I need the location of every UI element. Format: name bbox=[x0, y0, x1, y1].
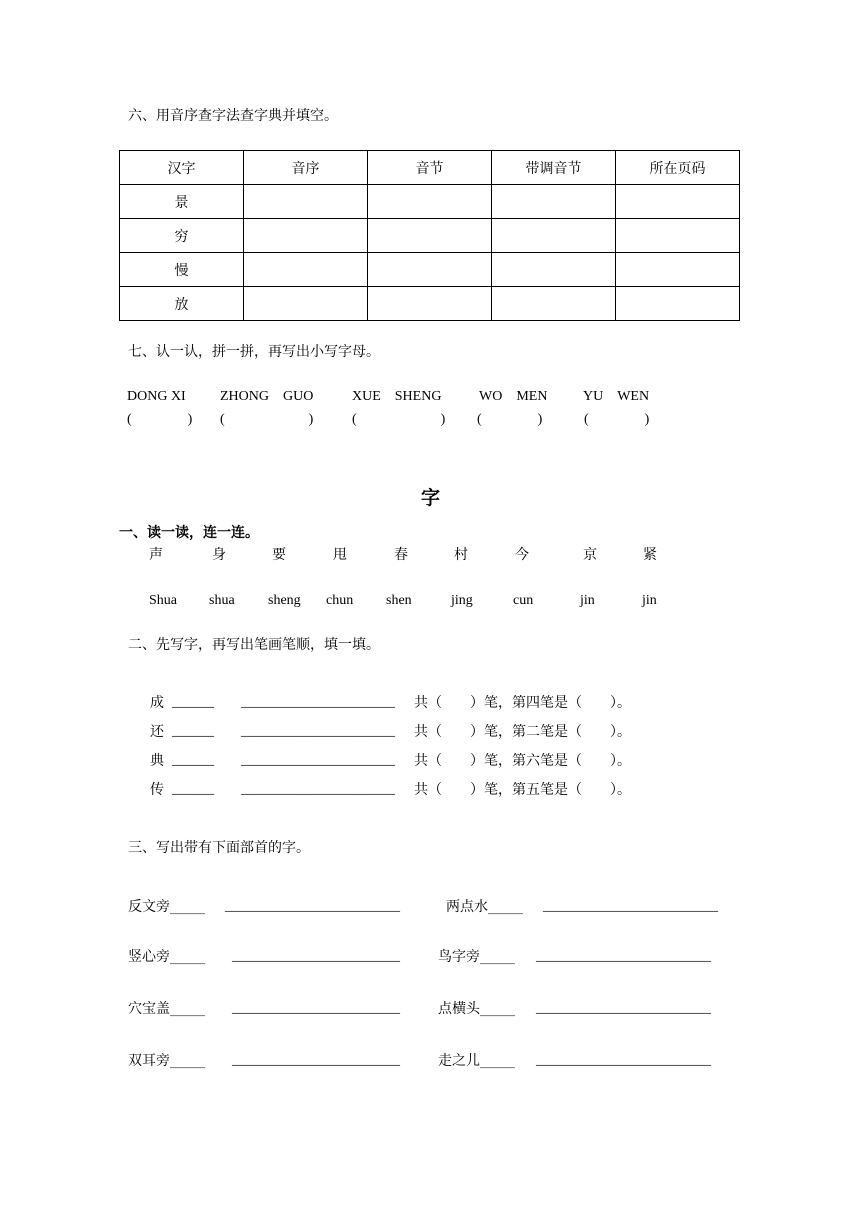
table-blank-cell[interactable] bbox=[244, 287, 368, 321]
table-blank-cell[interactable] bbox=[368, 287, 492, 321]
stroke-char: 还 bbox=[150, 724, 164, 740]
answer-blank[interactable]: ( ) bbox=[584, 412, 650, 427]
stroke-order-blank[interactable]: ______________________ bbox=[241, 782, 395, 797]
table-char-cell: 穷 bbox=[120, 219, 244, 253]
hanzi-char: 身 bbox=[212, 547, 226, 563]
stroke-order-blank[interactable]: ______________________ bbox=[241, 753, 395, 768]
table-char-cell: 景 bbox=[120, 185, 244, 219]
stroke-count-text: 共（ ）笔，第四笔是（ ）。 bbox=[414, 695, 631, 711]
section6-heading: 六、用音序查字法查字典并填空。 bbox=[128, 108, 338, 124]
dictionary-table bbox=[119, 150, 740, 321]
char-write-blank[interactable]: ______ bbox=[172, 695, 214, 710]
radical-label: 竖心旁_____ bbox=[128, 949, 205, 965]
char-write-blank[interactable]: ______ bbox=[172, 753, 214, 768]
hanzi-char: 要 bbox=[272, 547, 286, 563]
hanzi-char: 声 bbox=[149, 547, 163, 563]
pinyin-word: WO MEN bbox=[479, 389, 548, 404]
stroke-count-text: 共（ ）笔，第六笔是（ ）。 bbox=[414, 753, 631, 769]
radical-label: 穴宝盖_____ bbox=[128, 1001, 205, 1017]
char-write-blank[interactable]: ______ bbox=[172, 724, 214, 739]
hanzi-char: 甩 bbox=[333, 547, 347, 563]
hanzi-char: 京 bbox=[583, 547, 597, 563]
table-blank-cell[interactable] bbox=[616, 185, 740, 219]
table-row bbox=[120, 219, 740, 253]
stroke-count-text: 共（ ）笔，第二笔是（ ）。 bbox=[414, 724, 631, 740]
pinyin-option: cun bbox=[513, 593, 534, 608]
part2-heading: 二、先写字，再写出笔画笔顺，填一填。 bbox=[128, 637, 380, 653]
table-char-cell: 放 bbox=[120, 287, 244, 321]
radical-answer-line[interactable]: _________________________ bbox=[543, 899, 718, 914]
table-header-cell: 音序 bbox=[244, 151, 368, 185]
pinyin-word: ZHONG GUO bbox=[220, 389, 314, 404]
pinyin-option: jin bbox=[642, 593, 657, 608]
pinyin-option: shen bbox=[386, 593, 412, 608]
char-write-blank[interactable]: ______ bbox=[172, 782, 214, 797]
part3-heading: 三、写出带有下面部首的字。 bbox=[128, 840, 310, 856]
radical-label: 走之儿_____ bbox=[438, 1053, 515, 1069]
answer-blank[interactable]: ( ) bbox=[220, 412, 314, 427]
hanzi-char: 村 bbox=[454, 547, 468, 563]
table-blank-cell[interactable] bbox=[492, 287, 616, 321]
hanzi-char: 春 bbox=[394, 547, 408, 563]
table-blank-cell[interactable] bbox=[244, 219, 368, 253]
table-blank-cell[interactable] bbox=[492, 219, 616, 253]
stroke-order-blank[interactable]: ______________________ bbox=[241, 695, 395, 710]
radical-label: 双耳旁_____ bbox=[128, 1053, 205, 1069]
page-title: 字 bbox=[421, 487, 441, 509]
hanzi-char: 今 bbox=[515, 547, 529, 563]
table-blank-cell[interactable] bbox=[492, 253, 616, 287]
table-header-row bbox=[120, 151, 740, 185]
pinyin-word: XUE SHENG bbox=[352, 389, 442, 404]
stroke-order-blank[interactable]: ______________________ bbox=[241, 724, 395, 739]
radical-label: 鸟字旁_____ bbox=[438, 949, 515, 965]
table-blank-cell[interactable] bbox=[244, 185, 368, 219]
radical-answer-line[interactable]: _________________________ bbox=[225, 899, 400, 914]
stroke-char: 典 bbox=[150, 753, 164, 769]
radical-label: 反文旁_____ bbox=[128, 899, 205, 915]
answer-blank[interactable]: ( ) bbox=[352, 412, 446, 427]
pinyin-option: jin bbox=[580, 593, 595, 608]
radical-answer-line[interactable]: ________________________ bbox=[232, 949, 400, 964]
table-row bbox=[120, 287, 740, 321]
answer-blank[interactable]: ( ) bbox=[127, 412, 193, 427]
table-header-cell: 所在页码 bbox=[616, 151, 740, 185]
part1-heading: 一、读一读，连一连。 bbox=[119, 525, 259, 541]
answer-blank[interactable]: ( ) bbox=[477, 412, 543, 427]
table-header-cell: 汉字 bbox=[120, 151, 244, 185]
table-blank-cell[interactable] bbox=[368, 253, 492, 287]
table-blank-cell[interactable] bbox=[616, 287, 740, 321]
pinyin-option: Shua bbox=[149, 593, 177, 608]
table-blank-cell[interactable] bbox=[368, 219, 492, 253]
stroke-count-text: 共（ ）笔，第五笔是（ ）。 bbox=[414, 782, 631, 798]
table-header-cell: 音节 bbox=[368, 151, 492, 185]
radical-answer-line[interactable]: ________________________ bbox=[232, 1053, 400, 1068]
stroke-char: 传 bbox=[150, 782, 164, 798]
pinyin-option: sheng bbox=[268, 593, 301, 608]
radical-answer-line[interactable]: _________________________ bbox=[536, 1053, 711, 1068]
pinyin-word: YU WEN bbox=[583, 389, 650, 404]
table-char-cell: 慢 bbox=[120, 253, 244, 287]
pinyin-option: jing bbox=[451, 593, 473, 608]
pinyin-option: chun bbox=[326, 593, 354, 608]
radical-answer-line[interactable]: _________________________ bbox=[536, 949, 711, 964]
pinyin-option: shua bbox=[209, 593, 235, 608]
table-row bbox=[120, 253, 740, 287]
table-header-cell: 带调音节 bbox=[492, 151, 616, 185]
radical-answer-line[interactable]: _________________________ bbox=[536, 1001, 711, 1016]
radical-label: 点横头_____ bbox=[438, 1001, 515, 1017]
section7-heading: 七、认一认，拼一拼，再写出小写字母。 bbox=[128, 344, 380, 360]
table-blank-cell[interactable] bbox=[616, 219, 740, 253]
hanzi-char: 紧 bbox=[643, 547, 657, 563]
table-blank-cell[interactable] bbox=[368, 185, 492, 219]
stroke-char: 成 bbox=[150, 695, 164, 711]
table-blank-cell[interactable] bbox=[244, 253, 368, 287]
radical-label: 两点水_____ bbox=[446, 899, 523, 915]
radical-answer-line[interactable]: ________________________ bbox=[232, 1001, 400, 1016]
table-blank-cell[interactable] bbox=[492, 185, 616, 219]
table-row bbox=[120, 185, 740, 219]
table-blank-cell[interactable] bbox=[616, 253, 740, 287]
pinyin-word: DONG XI bbox=[127, 389, 186, 404]
